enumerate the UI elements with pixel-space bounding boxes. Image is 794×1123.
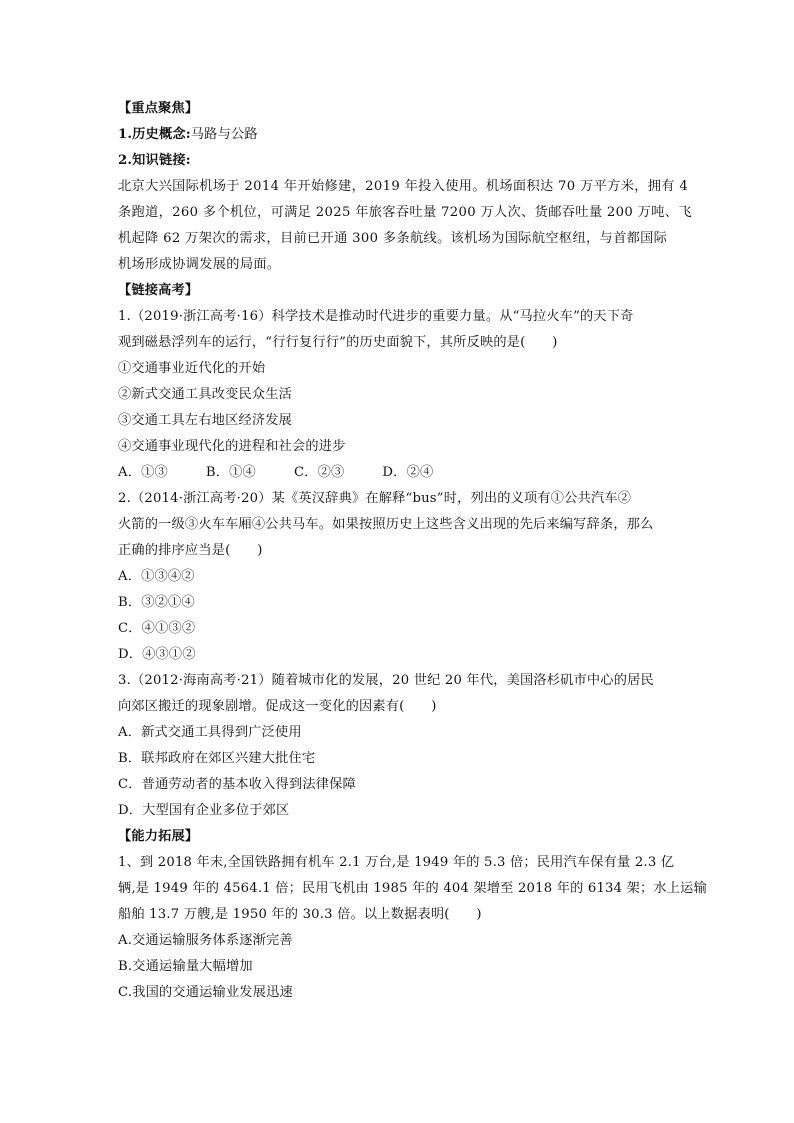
- question-line: 1、到 2018 年末,全国铁路拥有机车 2.1 万台,是 1949 年的 5.3 倍；民用汽车保有量 2.3 亿: [118, 855, 675, 870]
- answer-option-d: D．大型国有企业多位于郊区: [118, 803, 290, 818]
- section-heading-focus: 【重点聚焦】: [118, 101, 199, 116]
- question-line: 观到磁悬浮列车的运行，“行行复行行”的历史面貌下，其所反映的是( ): [118, 335, 558, 350]
- question-item: ②新式交通工具改变民众生活: [118, 387, 293, 402]
- document-page: [118, 96, 707, 1006]
- ability-question-1: [118, 850, 707, 1006]
- answer-option-a: A．①③: [118, 465, 168, 480]
- paragraph-line: 条跑道，260 多个机位，可满足 2025 年旅客吞吐量 7200 万人次、货邮吞吐量 200 万吨、飞: [118, 205, 692, 220]
- paragraph-line: 机场形成协调发展的局面。: [118, 257, 281, 272]
- section-heading-ability: 【能力拓展】: [118, 829, 199, 844]
- gaokao-question-1: [118, 304, 678, 486]
- concept-value: 马路与公路: [190, 127, 258, 142]
- knowledge-paragraph: [118, 174, 692, 278]
- answer-option-c: C.我国的交通运输业发展迅速: [118, 985, 293, 1000]
- answer-option-d: D．④③①②: [118, 647, 196, 662]
- answer-option-c: C．④①③②: [118, 621, 196, 636]
- question-item: ③交通工具左右地区经济发展: [118, 413, 293, 428]
- answer-option-c: C．②③: [293, 465, 345, 480]
- question-line: 辆,是 1949 年的 4564.1 倍；民用飞机由 1985 年的 404 架增至 2018 年的 6134 架；水上运输: [118, 881, 707, 896]
- paragraph-line: 机起降 62 万架次的需求，目前已开通 300 多条航线。该机场为国际航空枢纽，与首都国际: [118, 231, 668, 246]
- answer-option-d: D．②④: [382, 465, 434, 480]
- concept-line: [118, 122, 678, 148]
- question-line: 船舶 13.7 万艘,是 1950 年的 30.3 倍。以上数据表明( ): [118, 907, 482, 922]
- answer-option-b: B．联邦政府在郊区兴建大批住宅: [118, 751, 316, 766]
- answer-options-row: [118, 460, 678, 486]
- answer-option-a: A．①③④②: [118, 569, 195, 584]
- question-item: ①交通事业近代化的开始: [118, 361, 266, 376]
- question-line: 2.（2014·浙江高考·20）某《英汉辞典》在解释“bus”时，列出的义项有①公共汽车②: [118, 491, 632, 506]
- answer-option-a: A．新式交通工具得到广泛使用: [118, 725, 302, 740]
- answer-option-b: B．①④: [205, 465, 256, 480]
- answer-option-a: A.交通运输服务体系逐渐完善: [118, 933, 293, 948]
- answer-option-c: C．普通劳动者的基本收入得到法律保障: [118, 777, 356, 792]
- question-line: 向郊区搬迁的现象剧增。促成这一变化的因素有( ): [118, 699, 437, 714]
- paragraph-line: 北京大兴国际机场于 2014 年开始修建，2019 年投入使用。机场面积达 70 万平方米，拥有 4: [118, 179, 689, 194]
- question-line: 3.（2012·海南高考·21）随着城市化的发展，20 世纪 20 年代，美国洛杉矶市中心的居民: [118, 673, 654, 688]
- question-line: 1.（2019·浙江高考·16）科学技术是推动时代进步的重要力量。从“马拉火车”的天下奇: [118, 309, 634, 324]
- section-heading-gaokao: 【链接高考】: [118, 283, 199, 298]
- answer-option-b: B．③②①④: [118, 595, 195, 610]
- gaokao-question-2: [118, 486, 678, 668]
- question-line: 火箭的一级③火车车厢④公共马车。如果按照历史上这些含义出现的先后来编写辞条，那么: [118, 517, 654, 532]
- gaokao-question-3: [118, 668, 678, 824]
- answer-option-b: B.交通运输量大幅增加: [118, 959, 253, 974]
- question-line: 正确的排序应当是( ): [118, 543, 263, 558]
- concept-label: 1.历史概念:: [118, 127, 191, 142]
- question-item: ④交通事业现代化的进程和社会的进步: [118, 439, 346, 454]
- knowledge-link-label: 2.知识链接:: [118, 153, 191, 168]
